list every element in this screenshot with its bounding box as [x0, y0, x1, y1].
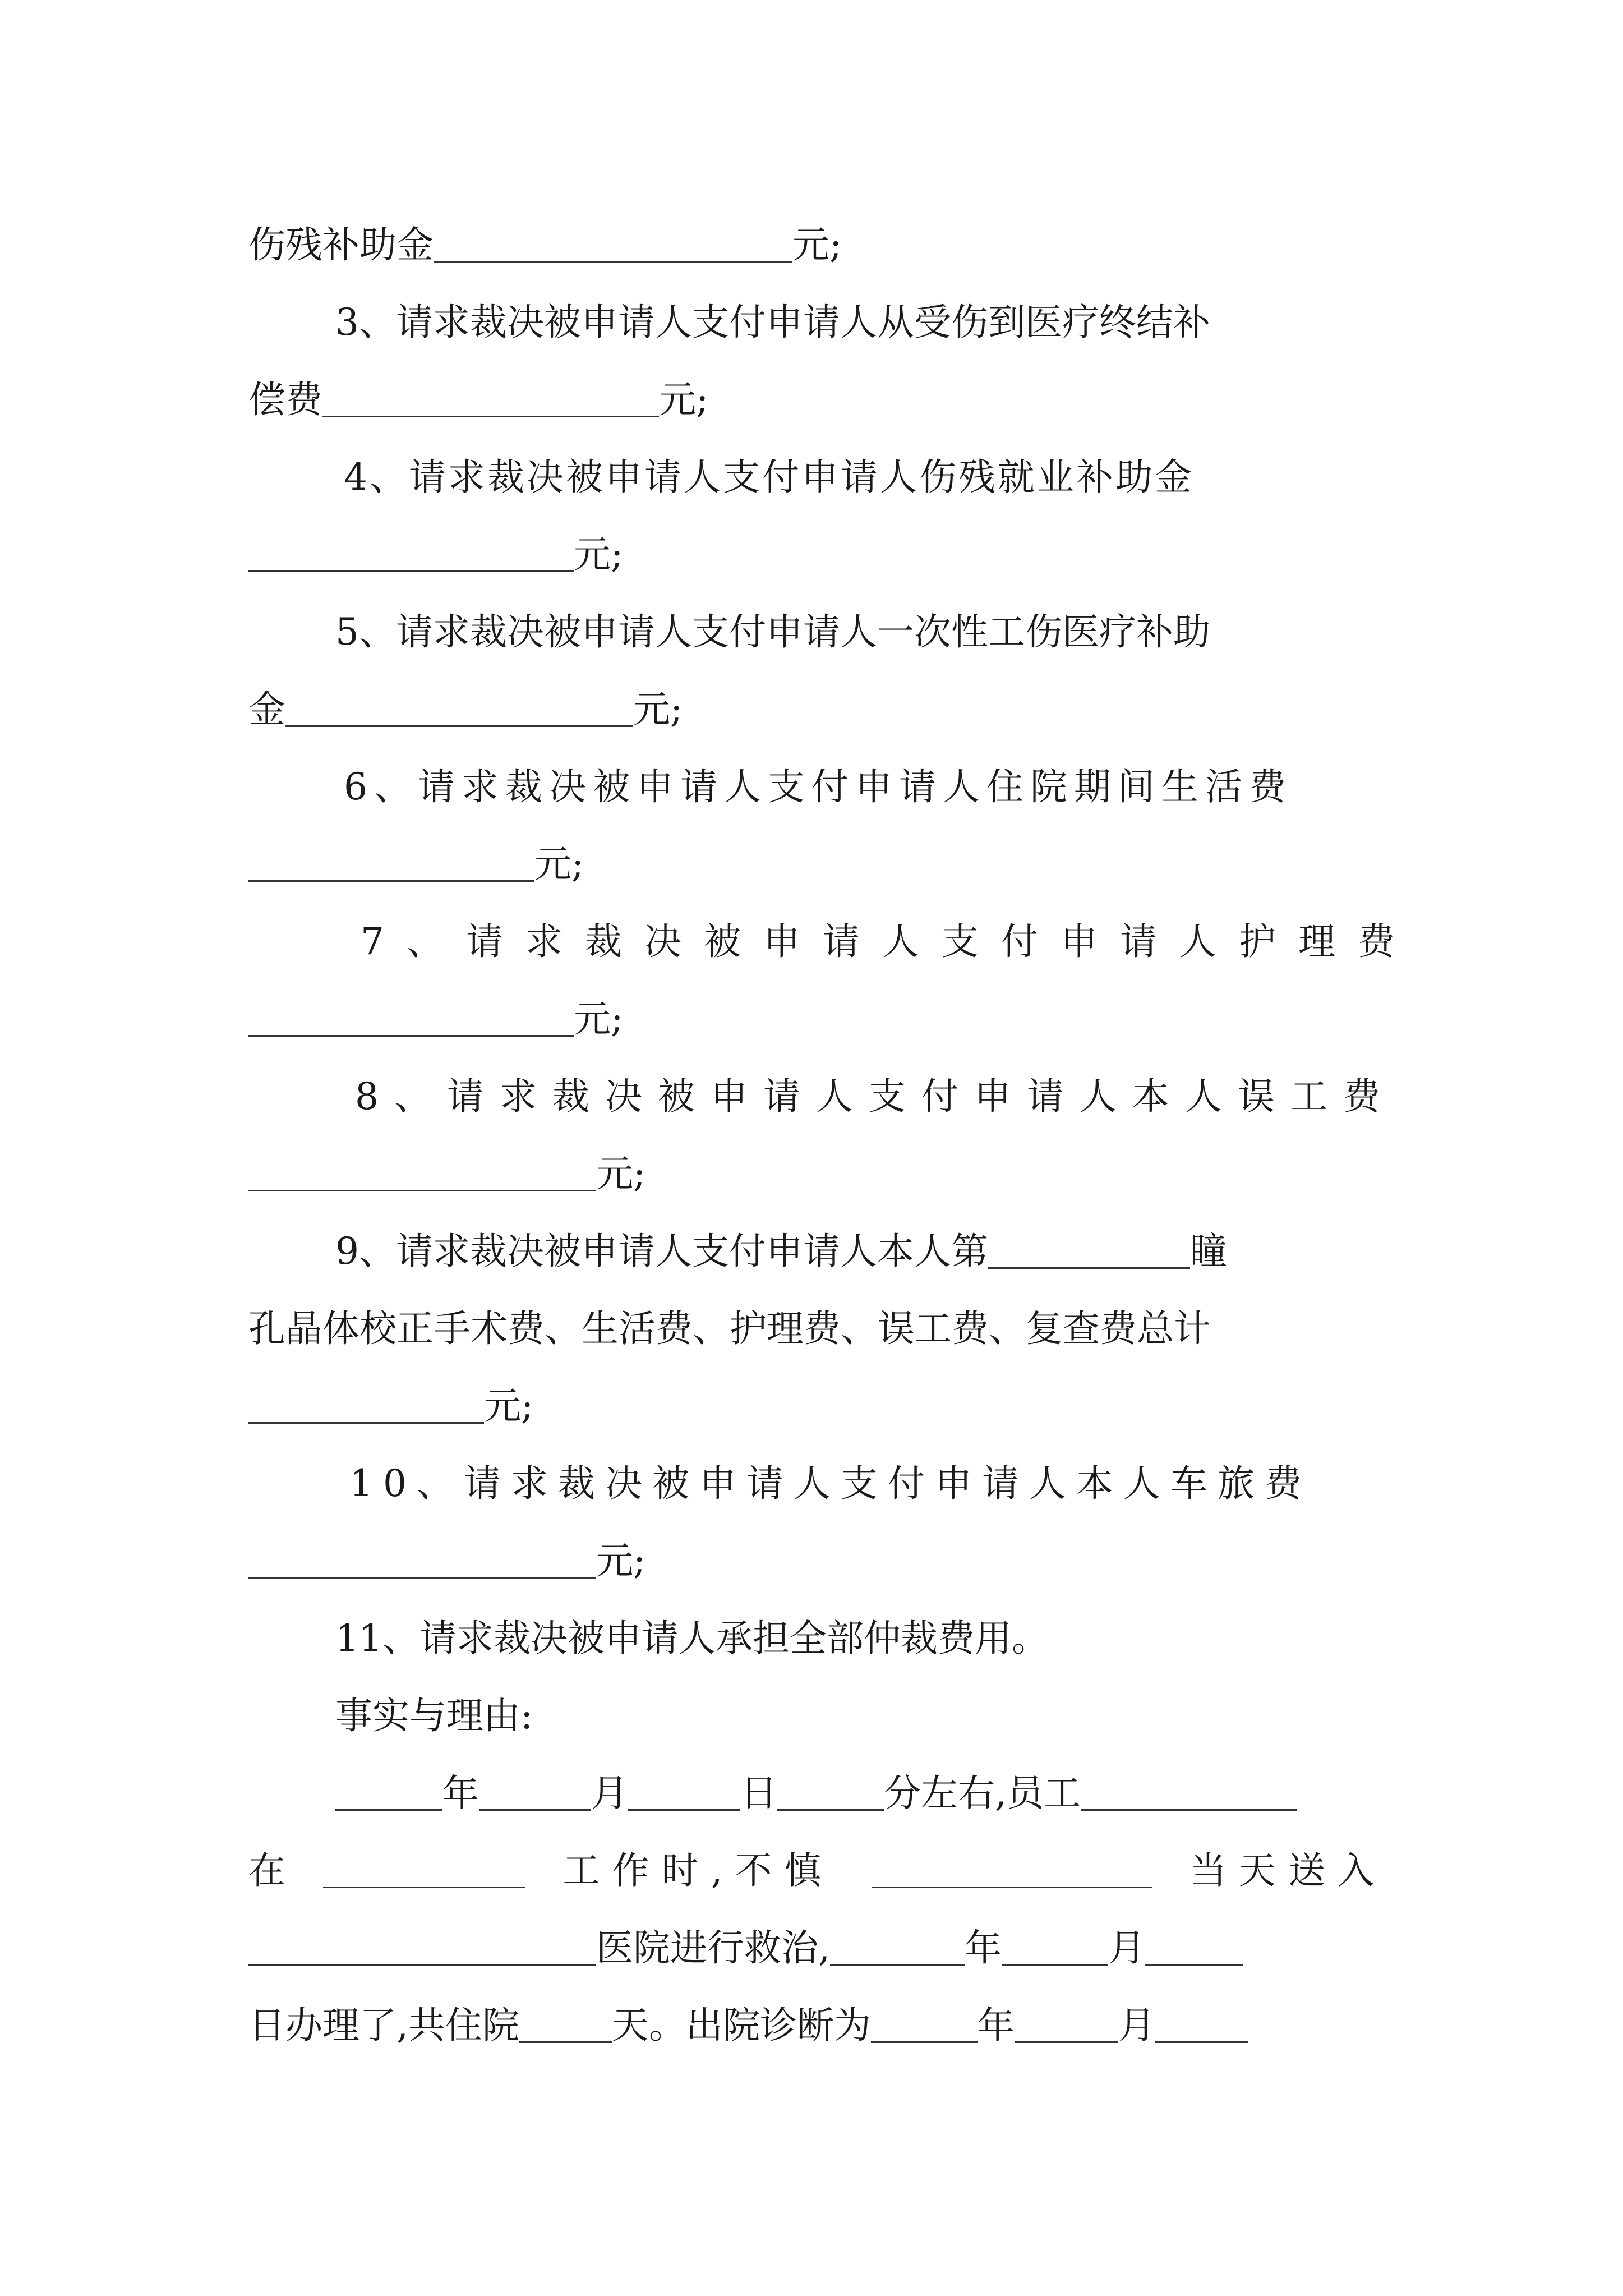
- fill-blank[interactable]: [1002, 1931, 1108, 1966]
- fill-blank[interactable]: [248, 1389, 484, 1424]
- fill-blank[interactable]: [628, 1777, 740, 1811]
- text-segment: 元;: [659, 378, 709, 421]
- text-segment: 7、请求裁决被申请人支付申请人护理费: [361, 920, 1417, 963]
- text-segment: 工作时,不慎: [562, 1849, 834, 1892]
- text-segment: 年: [964, 1926, 1002, 1970]
- line-item-9-cont: [248, 1290, 1387, 1368]
- fill-blank[interactable]: [872, 1854, 1152, 1888]
- fill-blank[interactable]: [335, 1777, 442, 1811]
- line-item-4-cont: [248, 516, 1387, 593]
- line-item-9-end: [248, 1368, 1387, 1445]
- text-segment: 伤残补助金: [248, 223, 434, 266]
- fill-blank[interactable]: [871, 2009, 978, 2043]
- text-segment: 孔晶体校正手术费、生活费、护理费、误工费、复查费总计: [248, 1307, 1211, 1350]
- text-segment: 医院进行救治,: [596, 1926, 830, 1970]
- line-item-7: [248, 903, 1417, 981]
- text-segment: 分左右,员工: [884, 1772, 1081, 1815]
- text-segment: 3、请求裁决被申请人支付申请人从受伤到医疗终结补: [335, 301, 1210, 344]
- fill-blank[interactable]: [777, 1777, 884, 1811]
- text-segment: 元;: [596, 1539, 646, 1582]
- text-segment: 4、请求裁决被申请人支付申请人伤残就业补助金: [344, 455, 1194, 499]
- line-item-3-cont: [248, 361, 1387, 439]
- fill-blank[interactable]: [248, 538, 574, 572]
- fill-blank[interactable]: [323, 1854, 525, 1888]
- text-segment: 年: [977, 2004, 1015, 2047]
- text-segment: 月: [1108, 1926, 1145, 1970]
- fill-blank[interactable]: [1015, 2009, 1118, 2043]
- line-item-10-cont: [248, 1522, 1387, 1600]
- text-segment: 月: [1118, 2004, 1155, 2047]
- line-facts-discharge: [248, 1987, 1387, 2064]
- fill-blank[interactable]: [1155, 2009, 1248, 2043]
- fill-blank[interactable]: [830, 1931, 965, 1966]
- line-item-8-cont: [248, 1135, 1387, 1213]
- line-facts-hospital: [248, 1910, 1387, 1987]
- line-item-10: [248, 1445, 1387, 1522]
- fill-blank[interactable]: [434, 228, 792, 263]
- text-segment: 年: [442, 1772, 479, 1815]
- fill-blank[interactable]: [248, 1002, 574, 1037]
- line-item-5: [248, 593, 1387, 671]
- fill-blank[interactable]: [285, 693, 633, 727]
- line-item-7-cont: [248, 981, 1387, 1058]
- line-item-8: [248, 1058, 1396, 1135]
- line-item-3: [248, 284, 1387, 361]
- text-segment: 11、请求裁决被申请人承担全部仲裁费用。: [335, 1617, 1049, 1660]
- text-segment: 当天送入: [1189, 1849, 1387, 1892]
- fill-blank[interactable]: [1145, 1931, 1243, 1966]
- text-segment: 元;: [633, 688, 683, 731]
- fill-blank[interactable]: [248, 1931, 596, 1966]
- text-segment: 9、请求裁决被申请人支付申请人本人第: [335, 1230, 988, 1273]
- text-segment: 元;: [792, 223, 842, 266]
- line-item-4: [248, 439, 1387, 516]
- text-segment: 偿费: [248, 378, 322, 421]
- text-segment: 瞳: [1190, 1230, 1227, 1273]
- line-facts-injury: [248, 1832, 1387, 1910]
- text-segment: 天。出院诊断为: [611, 2004, 871, 2047]
- text-segment: 在: [248, 1849, 285, 1892]
- fill-blank[interactable]: [988, 1235, 1190, 1269]
- text-segment: 元;: [534, 843, 584, 886]
- fill-blank[interactable]: [248, 1544, 596, 1579]
- text-segment: 10、请求裁决被申请人支付申请人本人车旅费: [349, 1462, 1312, 1505]
- heading-facts-and-reasons: [248, 1677, 1387, 1755]
- text-segment: 元;: [574, 533, 624, 576]
- fill-blank[interactable]: [248, 848, 534, 882]
- text-segment: 金: [248, 688, 285, 731]
- line-disability-subsidy: [248, 206, 1387, 284]
- text-segment: 事实与理由:: [335, 1694, 533, 1737]
- line-item-6-cont: [248, 826, 1387, 903]
- line-facts-date: [248, 1755, 1387, 1832]
- text-segment: 元;: [484, 1384, 534, 1428]
- text-segment: 5、请求裁决被申请人支付申请人一次性工伤医疗补助: [335, 610, 1210, 654]
- text-segment: 日: [740, 1772, 777, 1815]
- text-segment: 元;: [574, 997, 624, 1041]
- fill-blank[interactable]: [479, 1777, 591, 1811]
- text-segment: 6、请求裁决被申请人支付申请人住院期间生活费: [344, 765, 1293, 808]
- fill-blank[interactable]: [248, 1157, 596, 1191]
- text-segment: 月: [591, 1772, 628, 1815]
- fill-blank[interactable]: [322, 383, 659, 417]
- line-item-9: [248, 1213, 1387, 1290]
- text-segment: 元;: [596, 1152, 646, 1195]
- text-segment: 8、请求裁决被申请人支付申请人本人误工费: [355, 1075, 1396, 1118]
- text-segment: 日办理了,共住院: [248, 2004, 519, 2047]
- fill-blank[interactable]: [1081, 1777, 1297, 1811]
- line-item-5-cont: [248, 671, 1387, 748]
- line-item-6: [248, 748, 1387, 826]
- fill-blank[interactable]: [519, 2009, 612, 2043]
- line-item-11: [248, 1600, 1387, 1677]
